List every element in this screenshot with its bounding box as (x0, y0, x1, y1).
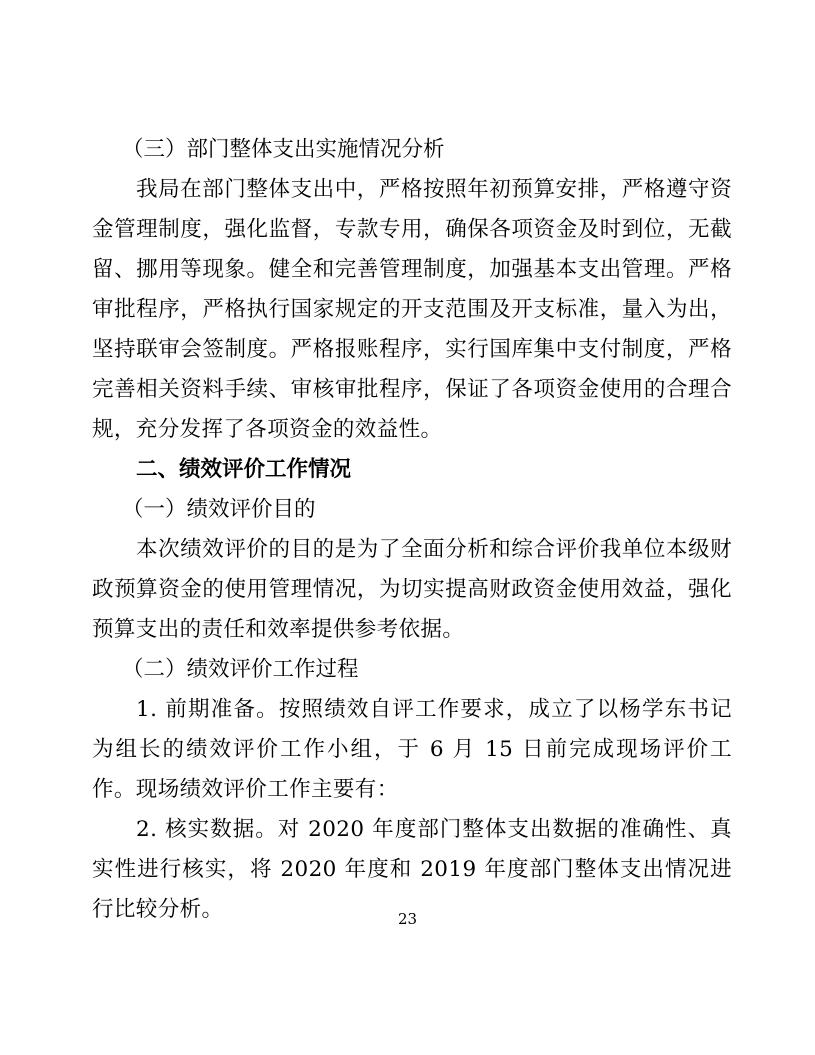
document-body (92, 130, 732, 930)
section-heading-performance-evaluation: 二、绩效评价工作情况 (136, 457, 352, 482)
page-number: 23 (397, 910, 418, 928)
section-subheading-evaluation-purpose: （一）绩效评价目的 (122, 497, 316, 522)
paragraph-expenditure-analysis: 我局在部门整体支出中，严格按照年初预算安排，严格遵守资金管理制度，强化监督，专款专用，确保各项资金及时到位，无截留、挪用等现象。健全和完善管理制度，加强基本支出管理。严格审批程序，严格执行国家规定的开支范围及开支标准，量入为出，坚持联审会签制度。严格报账程序，实行国库集中支付制度，严格完善相关资料手续、审核审批程序，保证了各项资金使用的合理合规，充分发挥了各项资金的效益性。 (92, 177, 732, 442)
paragraph-preparation: 1. 前期准备。按照绩效自评工作要求，成立了以杨学东书记为组长的绩效评价工作小组，于 6 月 15 日前完成现场评价工作。现场绩效评价工作主要有： (92, 697, 732, 802)
section-subheading-evaluation-process: （二）绩效评价工作过程 (122, 657, 359, 682)
paragraph-data-verification: 2. 核实数据。对 2020 年度部门整体支出数据的准确性、真实性进行核实，将 2020 年度和 2019 年度部门整体支出情况进行比较分析。 (92, 817, 732, 922)
paragraph-evaluation-purpose: 本次绩效评价的目的是为了全面分析和综合评价我单位本级财政预算资金的使用管理情况，为切实提高财政资金使用效益，强化预算支出的责任和效率提供参考依据。 (92, 537, 732, 642)
section-subheading-expenditure-analysis: （三）部门整体支出实施情况分析 (122, 137, 445, 162)
